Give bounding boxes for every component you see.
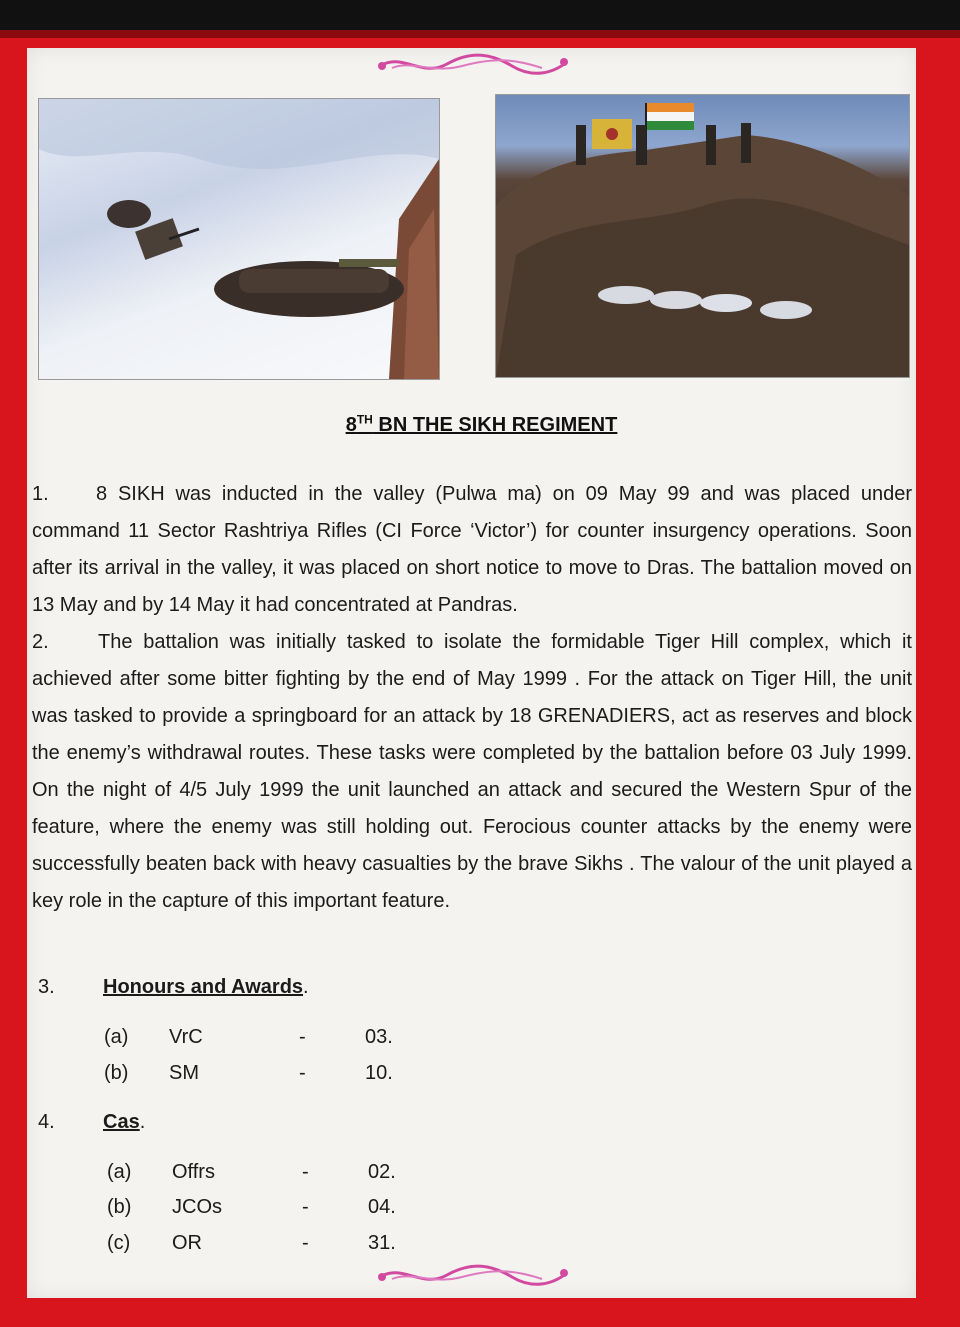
photo-soldiers-in-snow (38, 98, 440, 380)
paragraph-text: The battalion was initially tasked to isolate the formidable Tiger Hill complex, which it achieved after some bitter fighting by the end of May 1999 . For the attack on Tiger Hill, the unit was tasked to provide a springboard for an attack by 18 GRENADIERS, act as reserves and block the enemy’s withdrawal routes. These tasks were completed by the battalion before 03 July 1999. On the night of 4/5 July 1999 the unit launched an attack and secured the Western Spur of the feature, where the enemy was still holding out. Ferocious counter attacks by the enemy were successfully beaten back with heavy casualties by the brave Sikhs . The valour of the unit played a key role in the capture of this important feature. (32, 631, 912, 912)
decorative-scroll-bottom (372, 1263, 572, 1289)
paragraph-number: 2. (32, 631, 49, 653)
paragraph-1 (32, 476, 912, 624)
red-display-board (0, 30, 960, 1327)
paragraph-2 (32, 624, 912, 920)
notice-panel: 8TH BN THE SIKH REGIMENT 1. 8 SIKH was inducted in the valley (Pulwa ma) on 09 May 99 and was placed under command 11 Sector Rashtriya Rifles (CI Force ‘Victor’) for counter insurgency operations. Soon after its arrival in the valley, it was placed on short notice to move to Dras. The battalion moved on 13 May and by 14 May it had concentrated at Pandras. 2. The battalion was initially tasked to isolate the formidable Tiger Hill complex, which it achieved after some bitter fighting by the end of May 1999 . For the attack on Tiger Hill, the unit was tasked to provide a springboard for an attack by 18 GRENADIERS, act as reserves and block the enemy’s withdrawal routes. These tasks were completed by the battalion before 03 July 1999. On the night of 4/5 July 1999 the unit launched an attack and secured the Western Spur of the feature, where the enemy was still holding out. Ferocious counter attacks by the enemy were successfully beaten back with heavy casualties by the brave Sikhs . The valour of the unit played a key role in the capture of this important feature. 3. Honours and Awards. (a) VrC - 03. (b) SM - 10. 4. Cas. (a) Offrs - 02. (b) JCOs - 04. (c) OR - 31. (27, 48, 916, 1298)
honours-heading: 3. Honours and Awards. (38, 976, 309, 998)
page-title: 8TH BN THE SIKH REGIMENT (345, 412, 618, 436)
casualties-heading: 4. Cas. (38, 1111, 146, 1133)
paragraph-number: 1. (32, 483, 49, 505)
paragraph-text: 8 SIKH was inducted in the valley (Pulwa ma) on 09 May 99 and was placed under command 11 Sector Rashtriya Rifles (CI Force ‘Victor’) for counter insurgency operations. Soon after its arrival in the valley, it was placed on short notice to move to Dras. The battalion moved on 13 May and by 14 May it had concentrated at Pandras. (32, 483, 912, 616)
photo-soldiers-on-rock-with-flags (495, 94, 910, 378)
decorative-scroll-top (372, 52, 572, 78)
